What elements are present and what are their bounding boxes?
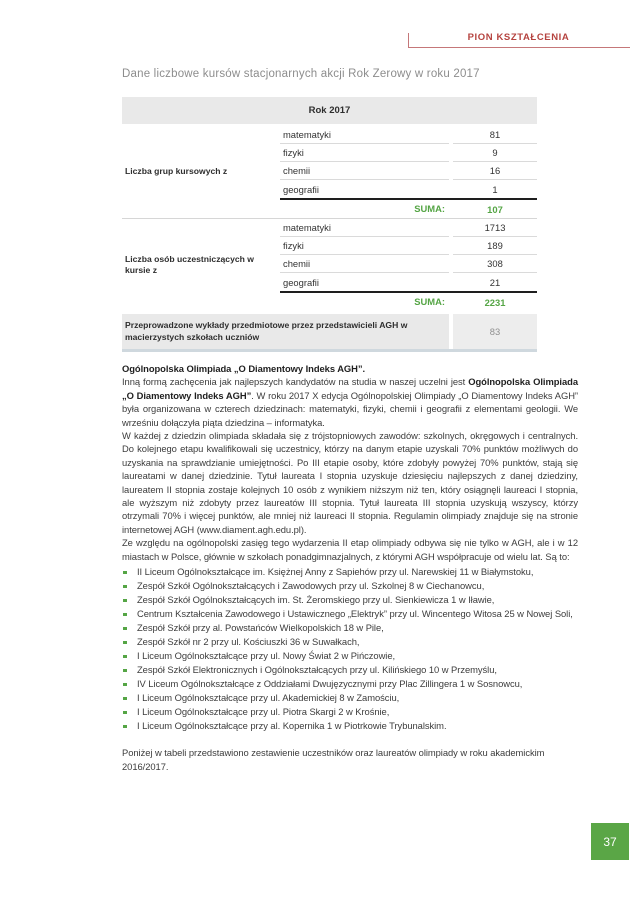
table-group-osoby: [122, 219, 537, 311]
list-item: [122, 565, 578, 579]
course-data-table: [122, 97, 537, 352]
school-name: Zespół Szkół przy al. Powstańców Wielkopolskich 18 w Pile,: [137, 622, 384, 634]
subject-cell: geografii: [283, 276, 319, 288]
subject-cell: chemii: [280, 255, 449, 273]
table-row: [280, 180, 537, 200]
bullet-square-icon: [123, 683, 127, 687]
footer-value: 83: [453, 314, 537, 349]
paragraph-3: Ze względu na ogólnopolski zasięg tego wydarzenia II etap olimpiady odbywa się nie tylko w AGH, ale i w 12 miastach w Polsce, głównie w szkołach ponadgimnazjalnych, z którymi AGH współpracuje od wielu lat. Są to:: [122, 537, 578, 562]
school-name: Centrum Kształcenia Zawodowego i Ustawicznego „Elektryk” przy ul. Wincentego Witosa 25 w Nowej Soli,: [137, 608, 573, 620]
bullet-square-icon: [123, 641, 127, 645]
paragraph-1-bold: Ogólnopolska Olimpiada „O Diamentowy Indeks AGH”: [122, 376, 578, 401]
value-cell: 308: [453, 255, 537, 273]
bullet-square-icon: [123, 711, 127, 715]
list-item: [122, 677, 578, 691]
list-item: [122, 579, 578, 593]
bullet-square-icon: [123, 627, 127, 631]
group-rows: [280, 126, 537, 218]
page-title: Dane liczbowe kursów stacjonarnych akcji Rok Zerowy w roku 2017: [122, 68, 480, 80]
bullet-square-icon: [123, 669, 127, 673]
value-cell: 1: [492, 183, 498, 195]
list-item: [122, 621, 578, 635]
paragraph-1: [122, 375, 578, 429]
school-name: Zespół Szkół nr 2 przy ul. Kościuszki 36 w Suwałkach,: [137, 636, 360, 648]
school-name: I Liceum Ogólnokształcące przy ul. Piotra Skargi 2 w Krośnie,: [137, 706, 390, 718]
list-item: [122, 705, 578, 719]
school-name: IV Liceum Ogólnokształcące z Oddziałami Dwujęzycznymi przy Plac Zillingera 1 w Sosnowcu,: [137, 678, 523, 690]
paragraph-2: W każdej z dziedzin olimpiada składała się z trójstopniowych zawodów: szkolnych, okręgowych i centralnych. Do kolejnego etapu kwalifikowali się uczestnicy, którzy na danym etapie uzyskali 70% punktów możliwych do uzyskania na sprawdzianie umiejętności. Po III etapie osoby, które zdobyły powyżej 70% punktów, stają się laureatami w danej dziedzinie. Tytuł laureata I stopnia uzyskuje dziesięciu najlepszych z danej dziedziny, laureatem II stopnia zostaje kolejnych 10 osób z wynikiem niższym niż ten, który osiągnęli laureaci I stopnia, ale wyższym niż zdobyty przez laureatów III stopnia. Tytuł laureata III stopnia uzyskują wszyscy, którzy otrzymali 70% i więcej punktów, ale mniej niż laureaci II stopnia. Regulamin olimpiady znajduje się na stronie internetowej AGH (www.diament.agh.edu.pl).: [122, 430, 578, 535]
school-name: II Liceum Ogólnokształcące im. Księżnej Anny z Sapiehów przy ul. Narewskiej 11 w Białymstoku,: [137, 566, 534, 578]
suma-label: SUMA:: [414, 203, 445, 214]
section-heading: Ogólnopolska Olimpiada „O Diamentowy Indeks AGH”.: [122, 363, 366, 374]
bullet-square-icon: [123, 655, 127, 659]
subject-cell: matematyki: [280, 219, 449, 237]
school-name: I Liceum Ogólnokształcące przy al. Kopernika 1 w Piotrkowie Trybunalskim.: [137, 720, 447, 732]
suma-row: [280, 293, 537, 311]
school-name: Zespół Szkół Elektronicznych i Ogólnokształcących przy ul. Kilińskiego 10 w Przemyślu,: [137, 664, 497, 676]
bullet-square-icon: [123, 725, 127, 729]
page-number-badge: 37: [591, 823, 629, 860]
value-cell: 1713: [453, 219, 537, 237]
list-item: [122, 649, 578, 663]
suma-row: [280, 200, 537, 218]
closing-paragraph: Poniżej w tabeli przedstawiono zestawienie uczestników oraz laureatów olimpiady w roku akademickim 2016/2017.: [122, 747, 545, 772]
group-label: Liczba osób uczestniczących w kursie z: [125, 253, 254, 275]
suma-value: 107: [487, 203, 503, 215]
group-label: Liczba grup kursowych z: [125, 166, 228, 177]
subject-cell: chemii: [280, 162, 449, 180]
suma-value: 2231: [484, 296, 506, 308]
subject-cell: fizyki: [280, 144, 449, 162]
table-row: [280, 237, 537, 255]
list-item: [122, 607, 578, 621]
bullet-square-icon: [123, 613, 127, 617]
subject-cell: geografii: [283, 183, 319, 195]
table-row: [280, 273, 537, 293]
value-cell: 16: [453, 162, 537, 180]
table-row: [280, 126, 537, 144]
value-cell: 21: [489, 276, 501, 288]
footer-label: Przeprowadzone wykłady przedmiotowe przez przedstawicieli AGH w macierzystych szkołach uczniów: [122, 314, 449, 349]
school-name: Zespół Szkół Ogólnokształcących i Zawodowych przy ul. Szkolnej 8 w Ciechanowcu,: [137, 580, 485, 592]
list-item: [122, 691, 578, 705]
table-row: [280, 255, 537, 273]
article-body: [122, 362, 578, 773]
list-item: [122, 593, 578, 607]
subject-cell: fizyki: [280, 237, 449, 255]
table-group-grupy: [122, 126, 537, 218]
table-row: [280, 144, 537, 162]
table-header-rok-2017: Rok 2017: [122, 97, 537, 124]
table-row: [280, 219, 537, 237]
list-item: [122, 663, 578, 677]
school-name: I Liceum Ogólnokształcące przy ul. Nowy Świat 2 w Pińczowie,: [137, 650, 396, 662]
table-row: [280, 162, 537, 180]
subject-cell: matematyki: [280, 126, 449, 144]
bullet-square-icon: [123, 585, 127, 589]
value-cell: 9: [453, 144, 537, 162]
table-footer-row: [122, 314, 537, 352]
suma-label: SUMA:: [414, 296, 445, 307]
bullet-square-icon: [123, 571, 127, 575]
group-rows: [280, 219, 537, 311]
value-cell: 81: [453, 126, 537, 144]
schools-list: [122, 565, 578, 733]
paragraph-1-text: Inną formą zachęcenia jak najlepszych kandydatów na studia w naszej uczelni jest: [122, 376, 469, 388]
running-header: PION KSZTAŁCENIA: [467, 32, 570, 43]
paragraph-1-text: . W roku 2017 X edycja Ogólnopolskiej Olimpiady „O Diamentowy Indeks AGH” była organizowana w czterech dziedzinach: matematyki, fizyki, chemii i geografii z elementami geologii. We wrześniu dołączyła piąta dziedzina – informatyka.: [122, 389, 578, 428]
list-item: [122, 635, 578, 649]
value-cell: 189: [453, 237, 537, 255]
school-name: I Liceum Ogólnokształcące przy ul. Akademickiej 8 w Zamościu,: [137, 692, 400, 704]
bullet-square-icon: [123, 599, 127, 603]
school-name: Zespół Szkół Ogólnokształcących im. St. Żeromskiego przy ul. Sienkiewicza 1 w Iławie,: [137, 594, 495, 606]
bullet-square-icon: [123, 697, 127, 701]
list-item: [122, 719, 578, 733]
